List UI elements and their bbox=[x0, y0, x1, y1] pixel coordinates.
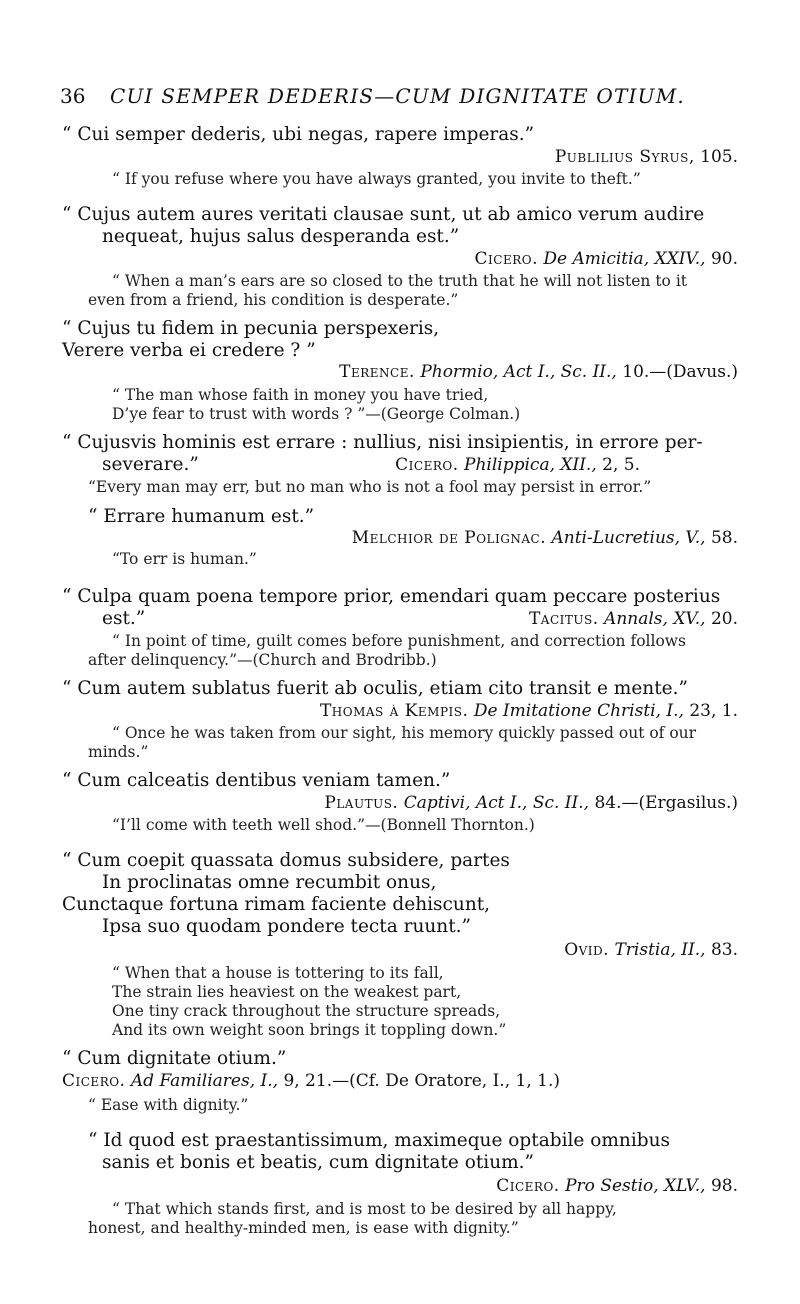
latin-line: Verere verba ei credere ? ” bbox=[62, 340, 316, 361]
latin-line: “ Cum coepit quassata domus subsidere, partes bbox=[62, 850, 510, 871]
latin-line: “ Cujus autem aures veritati clausae sunt, ut ab amico verum audire bbox=[62, 204, 705, 225]
reference: 9, 21.—(Cf. De Oratore, I., 1, 1.) bbox=[283, 1071, 560, 1091]
translation-line: And its own weight soon brings it toppling down.” bbox=[112, 1021, 507, 1039]
translation bbox=[88, 1096, 748, 1115]
work-title: De Amicitia, XXIV., bbox=[543, 249, 706, 269]
work-title: Anti-Lucretius, V., bbox=[551, 528, 706, 548]
latin-line: est.” bbox=[102, 608, 146, 629]
author: Melchior de Polignac. bbox=[351, 528, 547, 548]
translation-line: minds.” bbox=[88, 743, 149, 761]
latin-line: “ Cum dignitate otium.” bbox=[62, 1048, 287, 1069]
latin-quote bbox=[62, 850, 742, 938]
reference: 2, 5. bbox=[602, 455, 640, 475]
translation-line: “ When a man’s ears are so closed to the truth that he will not listen to it bbox=[112, 272, 687, 290]
author: Terence. bbox=[339, 362, 415, 382]
translation bbox=[88, 550, 748, 569]
author: Cicero. bbox=[496, 1176, 560, 1196]
latin-line: “ Cum calceatis dentibus veniam tamen.” bbox=[62, 770, 451, 791]
translation-line: “I’ll come with teeth well shod.”—(Bonnell Thornton.) bbox=[112, 816, 535, 834]
reference: 23, 1. bbox=[689, 701, 738, 721]
translation bbox=[88, 816, 748, 835]
latin-quote bbox=[88, 1130, 768, 1174]
translation bbox=[88, 478, 748, 497]
latin-quote bbox=[62, 678, 742, 700]
translation-line: One tiny crack throughout the structure spreads, bbox=[112, 1002, 501, 1020]
translation-line: “To err is human.” bbox=[112, 550, 257, 568]
translation bbox=[88, 170, 748, 189]
reference: 98. bbox=[710, 1176, 738, 1196]
latin-line: “ Culpa quam poena tempore prior, emendari quam peccare posterius bbox=[62, 586, 721, 607]
page-header bbox=[60, 84, 740, 114]
latin-quote bbox=[62, 204, 742, 248]
attribution bbox=[395, 455, 640, 475]
latin-quote bbox=[88, 506, 768, 528]
latin-line: severare.” bbox=[102, 454, 199, 475]
attribution bbox=[475, 249, 738, 269]
author: Tacitus. bbox=[528, 609, 599, 629]
latin-line: “ Id quod est praestantissimum, maximeque optabile omnibus bbox=[88, 1130, 671, 1151]
translation bbox=[88, 386, 748, 424]
reference: 20. bbox=[710, 609, 738, 629]
attribution bbox=[62, 1071, 560, 1091]
translation bbox=[88, 1200, 748, 1238]
author: Cicero. bbox=[395, 455, 459, 475]
author: Cicero. bbox=[474, 249, 538, 269]
translation-line: “ The man whose faith in money you have tried, bbox=[112, 386, 489, 404]
attribution bbox=[324, 793, 738, 813]
running-head: CUI SEMPER DEDERIS—CUM DIGNITATE OTIUM. bbox=[110, 84, 685, 108]
work-title: Phormio, Act I., Sc. II., bbox=[420, 362, 617, 382]
latin-line: In proclinatas omne recumbit onus, bbox=[102, 872, 437, 893]
attribution bbox=[339, 362, 738, 382]
translation-line: “ When that a house is tottering to its fall, bbox=[112, 964, 444, 982]
author: Cicero. bbox=[62, 1071, 126, 1091]
attribution bbox=[529, 609, 738, 629]
translation-line: “ In point of time, guilt comes before punishment, and correction follows bbox=[112, 632, 686, 650]
latin-line: Cunctaque fortuna rimam faciente dehiscunt, bbox=[62, 894, 491, 915]
work-title: Philippica, XII., bbox=[464, 455, 597, 475]
latin-quote bbox=[62, 1048, 742, 1070]
reference: 83. bbox=[710, 940, 738, 960]
work-title: Captivi, Act I., Sc. II., bbox=[403, 793, 590, 813]
work-title: Tristia, II., bbox=[614, 940, 706, 960]
latin-line: Ipsa suo quodam pondere tecta ruunt.” bbox=[102, 916, 471, 937]
translation-line: “Every man may err, but no man who is not a fool may persist in error.” bbox=[88, 478, 652, 496]
latin-line: nequeat, hujus salus desperanda est.” bbox=[102, 226, 460, 247]
translation-line: “ If you refuse where you have always granted, you invite to theft.” bbox=[112, 170, 641, 188]
translation bbox=[88, 964, 748, 1040]
reference: 90. bbox=[710, 249, 738, 269]
attribution bbox=[564, 940, 738, 960]
latin-line: sanis et bonis et beatis, cum dignitate otium.” bbox=[102, 1152, 535, 1173]
latin-quote bbox=[62, 770, 742, 792]
page-number: 36 bbox=[60, 84, 86, 108]
author: Publilius Syrus, bbox=[554, 147, 695, 167]
latin-quote bbox=[62, 318, 742, 362]
work-title: Ad Familiares, I., bbox=[130, 1071, 279, 1091]
translation-line: “ Ease with dignity.” bbox=[88, 1096, 249, 1114]
work-title: De Imitatione Christi, I., bbox=[473, 701, 684, 721]
author: Plautus. bbox=[324, 793, 399, 813]
translation-line: after delinquency.”—(Church and Brodribb.) bbox=[88, 651, 437, 669]
latin-line: “ Errare humanum est.” bbox=[88, 506, 315, 527]
work-title: Annals, XV., bbox=[604, 609, 706, 629]
latin-line: “ Cujusvis hominis est errare : nullius, nisi insipientis, in errore per- bbox=[62, 432, 703, 453]
translation-line: even from a friend, his condition is desperate.” bbox=[88, 291, 459, 309]
reference: 58. bbox=[710, 528, 738, 548]
translation-line: The strain lies heaviest on the weakest part, bbox=[112, 983, 462, 1001]
latin-line: “ Cui semper dederis, ubi negas, rapere imperas.” bbox=[62, 124, 535, 145]
translation bbox=[88, 724, 748, 762]
attribution bbox=[320, 701, 738, 721]
work-title: Pro Sestio, XLV., bbox=[565, 1176, 706, 1196]
translation-line: D’ye fear to trust with words ? ”—(George Colman.) bbox=[112, 405, 521, 423]
translation-line: “ Once he was taken from our sight, his memory quickly passed out of our bbox=[112, 724, 697, 742]
attribution bbox=[496, 1176, 738, 1196]
author: Ovid. bbox=[564, 940, 610, 960]
latin-line: “ Cum autem sublatus fuerit ab oculis, etiam cito transit e mente.” bbox=[62, 678, 688, 699]
reference: 10.—(Davus.) bbox=[622, 362, 738, 382]
reference: 105. bbox=[700, 147, 738, 167]
attribution bbox=[352, 528, 738, 548]
attribution bbox=[555, 147, 738, 167]
reference: 84.—(Ergasilus.) bbox=[594, 793, 738, 813]
author: Thomas à Kempis. bbox=[319, 701, 469, 721]
latin-quote bbox=[62, 124, 742, 146]
translation-line: “ That which stands first, and is most to be desired by all happy, bbox=[112, 1200, 617, 1218]
latin-line: “ Cujus tu fidem in pecunia perspexeris, bbox=[62, 318, 440, 339]
translation-line: honest, and healthy-minded men, is ease with dignity.” bbox=[88, 1219, 519, 1237]
translation bbox=[88, 272, 748, 310]
translation bbox=[88, 632, 748, 670]
